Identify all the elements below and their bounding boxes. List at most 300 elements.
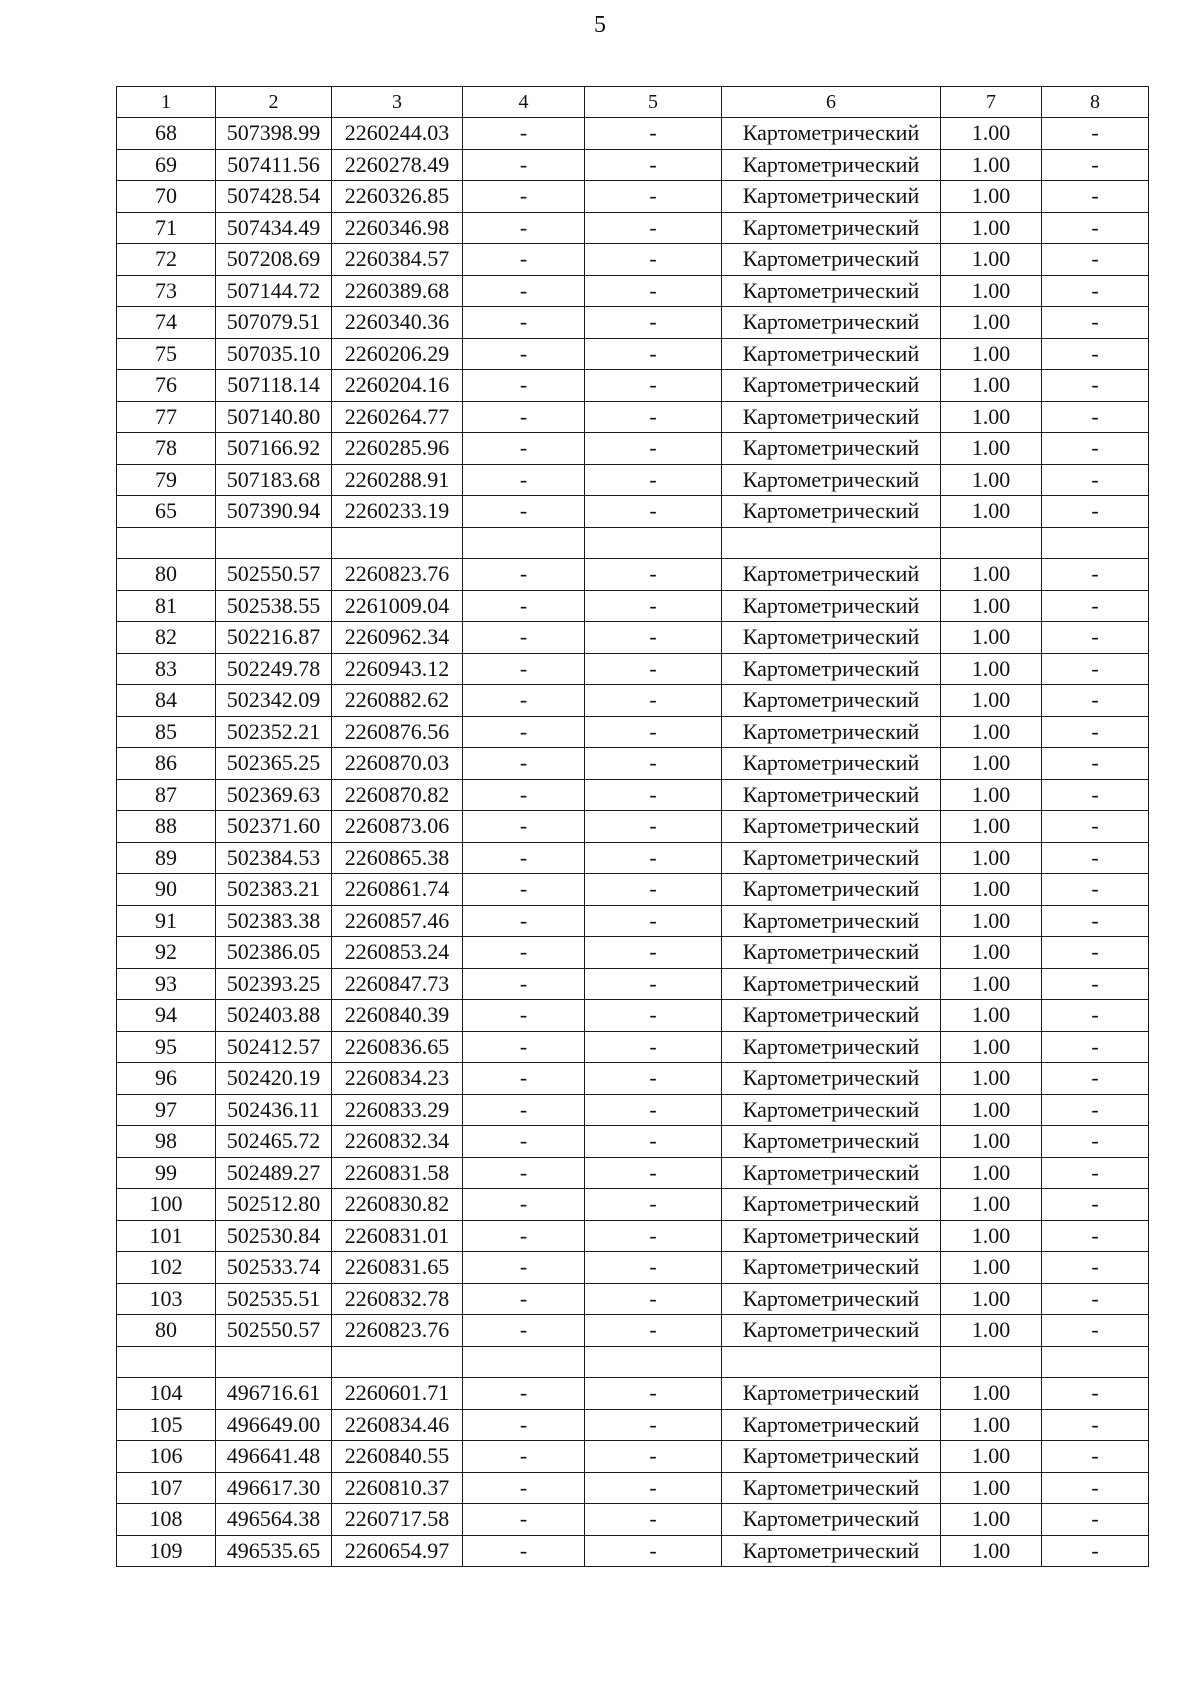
- x-coordinate-cell: 507166.92: [216, 433, 332, 465]
- y-coordinate-cell: 2260244.03: [332, 118, 463, 150]
- table-row: [117, 433, 1149, 465]
- y-coordinate-cell: 2260233.19: [332, 496, 463, 528]
- point-number-cell: 86: [117, 748, 216, 780]
- method-cell: Картометрический: [722, 1504, 941, 1536]
- column-5-cell: -: [585, 1504, 722, 1536]
- column-8-cell: -: [1042, 244, 1149, 276]
- accuracy-cell: 1.00: [941, 149, 1042, 181]
- table-row: [117, 968, 1149, 1000]
- method-cell: Картометрический: [722, 1283, 941, 1315]
- x-coordinate-cell: 507079.51: [216, 307, 332, 339]
- table-row: [117, 748, 1149, 780]
- table-row: [117, 842, 1149, 874]
- column-5-cell: -: [585, 905, 722, 937]
- point-number-cell: 98: [117, 1126, 216, 1158]
- point-number-cell: 65: [117, 496, 216, 528]
- accuracy-cell: 1.00: [941, 905, 1042, 937]
- method-cell: Картометрический: [722, 496, 941, 528]
- column-4-cell: -: [463, 118, 585, 150]
- point-number-cell: 82: [117, 622, 216, 654]
- x-coordinate-cell: 502412.57: [216, 1031, 332, 1063]
- point-number-cell: 77: [117, 401, 216, 433]
- point-number-cell: 94: [117, 1000, 216, 1032]
- column-5-cell: -: [585, 748, 722, 780]
- column-8-cell: -: [1042, 653, 1149, 685]
- column-5-cell: -: [585, 244, 722, 276]
- method-cell: Картометрический: [722, 1063, 941, 1095]
- y-coordinate-cell: [332, 1346, 463, 1378]
- column-4-cell: -: [463, 370, 585, 402]
- x-coordinate-cell: 502216.87: [216, 622, 332, 654]
- column-8-cell: -: [1042, 1535, 1149, 1567]
- y-coordinate-cell: 2260278.49: [332, 149, 463, 181]
- method-cell: Картометрический: [722, 874, 941, 906]
- column-4-cell: -: [463, 653, 585, 685]
- accuracy-cell: 1.00: [941, 118, 1042, 150]
- method-cell: Картометрический: [722, 118, 941, 150]
- y-coordinate-cell: 2260943.12: [332, 653, 463, 685]
- column-5-cell: -: [585, 275, 722, 307]
- column-4-cell: -: [463, 433, 585, 465]
- point-number-cell: 68: [117, 118, 216, 150]
- x-coordinate-cell: 502530.84: [216, 1220, 332, 1252]
- column-5-cell: -: [585, 1441, 722, 1473]
- x-coordinate-cell: 496716.61: [216, 1378, 332, 1410]
- column-4-cell: -: [463, 307, 585, 339]
- accuracy-cell: 1.00: [941, 748, 1042, 780]
- method-cell: Картометрический: [722, 1535, 941, 1567]
- y-coordinate-cell: 2260206.29: [332, 338, 463, 370]
- y-coordinate-cell: 2260962.34: [332, 622, 463, 654]
- method-cell: Картометрический: [722, 1094, 941, 1126]
- column-5-cell: -: [585, 937, 722, 969]
- x-coordinate-cell: 502383.38: [216, 905, 332, 937]
- method-cell: Картометрический: [722, 716, 941, 748]
- column-4-cell: -: [463, 1283, 585, 1315]
- column-4-cell: -: [463, 464, 585, 496]
- table-row: [117, 1409, 1149, 1441]
- table-row: [117, 1504, 1149, 1536]
- column-4-cell: -: [463, 1063, 585, 1095]
- method-cell: Картометрический: [722, 1472, 941, 1504]
- method-cell: Картометрический: [722, 338, 941, 370]
- x-coordinate-cell: 496641.48: [216, 1441, 332, 1473]
- column-8-cell: -: [1042, 1157, 1149, 1189]
- column-8-cell: -: [1042, 622, 1149, 654]
- y-coordinate-cell: 2260831.01: [332, 1220, 463, 1252]
- column-4-cell: -: [463, 811, 585, 843]
- column-5-cell: -: [585, 212, 722, 244]
- accuracy-cell: 1.00: [941, 968, 1042, 1000]
- column-8-cell: -: [1042, 212, 1149, 244]
- y-coordinate-cell: [332, 527, 463, 559]
- y-coordinate-cell: 2260204.16: [332, 370, 463, 402]
- x-coordinate-cell: 502535.51: [216, 1283, 332, 1315]
- y-coordinate-cell: 2260873.06: [332, 811, 463, 843]
- table-row: [117, 1472, 1149, 1504]
- column-5-cell: -: [585, 622, 722, 654]
- method-cell: Картометрический: [722, 1126, 941, 1158]
- point-number-cell: 79: [117, 464, 216, 496]
- method-cell: Картометрический: [722, 1378, 941, 1410]
- accuracy-cell: [941, 1346, 1042, 1378]
- column-8-cell: -: [1042, 496, 1149, 528]
- column-4-cell: -: [463, 779, 585, 811]
- point-number-cell: 83: [117, 653, 216, 685]
- column-5-cell: -: [585, 118, 722, 150]
- column-4-cell: -: [463, 181, 585, 213]
- column-8-cell: -: [1042, 842, 1149, 874]
- table-row: [117, 1157, 1149, 1189]
- column-header: 4: [463, 87, 585, 118]
- accuracy-cell: 1.00: [941, 1535, 1042, 1567]
- x-coordinate-cell: 502393.25: [216, 968, 332, 1000]
- y-coordinate-cell: 2260340.36: [332, 307, 463, 339]
- x-coordinate-cell: 507118.14: [216, 370, 332, 402]
- x-coordinate-cell: [216, 1346, 332, 1378]
- x-coordinate-cell: 496617.30: [216, 1472, 332, 1504]
- column-5-cell: -: [585, 716, 722, 748]
- column-5-cell: -: [585, 1157, 722, 1189]
- column-4-cell: -: [463, 874, 585, 906]
- table-row: [117, 653, 1149, 685]
- column-5-cell: -: [585, 1409, 722, 1441]
- point-number-cell: 105: [117, 1409, 216, 1441]
- table-row: [117, 496, 1149, 528]
- column-8-cell: -: [1042, 307, 1149, 339]
- x-coordinate-cell: 502365.25: [216, 748, 332, 780]
- table-row: [117, 811, 1149, 843]
- accuracy-cell: 1.00: [941, 307, 1042, 339]
- method-cell: Картометрический: [722, 149, 941, 181]
- point-number-cell: 89: [117, 842, 216, 874]
- column-5-cell: -: [585, 590, 722, 622]
- y-coordinate-cell: 2260840.39: [332, 1000, 463, 1032]
- column-8-cell: -: [1042, 338, 1149, 370]
- x-coordinate-cell: 502538.55: [216, 590, 332, 622]
- method-cell: Картометрический: [722, 1409, 941, 1441]
- column-4-cell: -: [463, 590, 585, 622]
- column-header: 6: [722, 87, 941, 118]
- column-8-cell: -: [1042, 149, 1149, 181]
- method-cell: Картометрический: [722, 559, 941, 591]
- table-row: [117, 275, 1149, 307]
- method-cell: Картометрический: [722, 1031, 941, 1063]
- column-4-cell: -: [463, 1189, 585, 1221]
- y-coordinate-cell: 2260882.62: [332, 685, 463, 717]
- point-number-cell: 102: [117, 1252, 216, 1284]
- y-coordinate-cell: 2260840.55: [332, 1441, 463, 1473]
- y-coordinate-cell: 2260870.82: [332, 779, 463, 811]
- point-number-cell: 106: [117, 1441, 216, 1473]
- column-8-cell: -: [1042, 1315, 1149, 1347]
- x-coordinate-cell: 507434.49: [216, 212, 332, 244]
- column-8-cell: -: [1042, 1063, 1149, 1095]
- accuracy-cell: 1.00: [941, 1378, 1042, 1410]
- accuracy-cell: 1.00: [941, 842, 1042, 874]
- table-row: [117, 1031, 1149, 1063]
- column-5-cell: -: [585, 1315, 722, 1347]
- column-8-cell: -: [1042, 748, 1149, 780]
- column-8-cell: -: [1042, 1283, 1149, 1315]
- point-number-cell: 108: [117, 1504, 216, 1536]
- column-5-cell: -: [585, 1535, 722, 1567]
- column-8-cell: -: [1042, 1409, 1149, 1441]
- method-cell: Картометрический: [722, 433, 941, 465]
- accuracy-cell: 1.00: [941, 716, 1042, 748]
- table-row: [117, 716, 1149, 748]
- table-row: [117, 181, 1149, 213]
- column-8-cell: -: [1042, 716, 1149, 748]
- x-coordinate-cell: 502249.78: [216, 653, 332, 685]
- column-5-cell: -: [585, 1283, 722, 1315]
- table-row: [117, 370, 1149, 402]
- point-number-cell: 92: [117, 937, 216, 969]
- table-row: [117, 1094, 1149, 1126]
- method-cell: Картометрический: [722, 1157, 941, 1189]
- accuracy-cell: 1.00: [941, 401, 1042, 433]
- table-row: [117, 1063, 1149, 1095]
- separator-row: [117, 1346, 1149, 1378]
- table-row: [117, 590, 1149, 622]
- x-coordinate-cell: 507144.72: [216, 275, 332, 307]
- accuracy-cell: 1.00: [941, 370, 1042, 402]
- column-5-cell: -: [585, 779, 722, 811]
- x-coordinate-cell: 507140.80: [216, 401, 332, 433]
- accuracy-cell: 1.00: [941, 874, 1042, 906]
- column-4-cell: -: [463, 1378, 585, 1410]
- point-number-cell: 85: [117, 716, 216, 748]
- column-header: 3: [332, 87, 463, 118]
- column-header: 8: [1042, 87, 1149, 118]
- y-coordinate-cell: 2261009.04: [332, 590, 463, 622]
- accuracy-cell: 1.00: [941, 590, 1042, 622]
- table-row: [117, 622, 1149, 654]
- column-4-cell: -: [463, 401, 585, 433]
- accuracy-cell: 1.00: [941, 1063, 1042, 1095]
- x-coordinate-cell: 507398.99: [216, 118, 332, 150]
- accuracy-cell: 1.00: [941, 181, 1042, 213]
- y-coordinate-cell: 2260288.91: [332, 464, 463, 496]
- column-4-cell: -: [463, 1535, 585, 1567]
- column-5-cell: -: [585, 464, 722, 496]
- accuracy-cell: 1.00: [941, 1472, 1042, 1504]
- column-5-cell: -: [585, 149, 722, 181]
- y-coordinate-cell: 2260264.77: [332, 401, 463, 433]
- x-coordinate-cell: 502489.27: [216, 1157, 332, 1189]
- column-8-cell: -: [1042, 1031, 1149, 1063]
- point-number-cell: 81: [117, 590, 216, 622]
- point-number-cell: 75: [117, 338, 216, 370]
- table-row: [117, 464, 1149, 496]
- column-5-cell: -: [585, 1252, 722, 1284]
- column-8-cell: [1042, 1346, 1149, 1378]
- x-coordinate-cell: 502420.19: [216, 1063, 332, 1095]
- x-coordinate-cell: 502386.05: [216, 937, 332, 969]
- point-number-cell: 91: [117, 905, 216, 937]
- column-5-cell: -: [585, 370, 722, 402]
- accuracy-cell: 1.00: [941, 1126, 1042, 1158]
- y-coordinate-cell: 2260285.96: [332, 433, 463, 465]
- x-coordinate-cell: 496649.00: [216, 1409, 332, 1441]
- column-5-cell: -: [585, 559, 722, 591]
- column-5-cell: -: [585, 1189, 722, 1221]
- point-number-cell: 109: [117, 1535, 216, 1567]
- column-4-cell: -: [463, 1094, 585, 1126]
- accuracy-cell: 1.00: [941, 1157, 1042, 1189]
- column-4-cell: -: [463, 1409, 585, 1441]
- accuracy-cell: 1.00: [941, 1283, 1042, 1315]
- table-row: [117, 244, 1149, 276]
- table-row: [117, 1189, 1149, 1221]
- y-coordinate-cell: 2260857.46: [332, 905, 463, 937]
- table-header-row: [117, 87, 1149, 118]
- accuracy-cell: 1.00: [941, 622, 1042, 654]
- method-cell: Картометрический: [722, 181, 941, 213]
- column-8-cell: -: [1042, 181, 1149, 213]
- point-number-cell: 88: [117, 811, 216, 843]
- column-5-cell: -: [585, 1220, 722, 1252]
- table-row: [117, 307, 1149, 339]
- x-coordinate-cell: 502342.09: [216, 685, 332, 717]
- y-coordinate-cell: 2260831.65: [332, 1252, 463, 1284]
- column-5-cell: -: [585, 181, 722, 213]
- column-4-cell: -: [463, 1472, 585, 1504]
- table-row: [117, 1535, 1149, 1567]
- method-cell: Картометрический: [722, 1000, 941, 1032]
- column-4-cell: -: [463, 968, 585, 1000]
- x-coordinate-cell: 496535.65: [216, 1535, 332, 1567]
- y-coordinate-cell: 2260810.37: [332, 1472, 463, 1504]
- column-header: 1: [117, 87, 216, 118]
- accuracy-cell: 1.00: [941, 1315, 1042, 1347]
- column-4-cell: -: [463, 1315, 585, 1347]
- y-coordinate-cell: 2260861.74: [332, 874, 463, 906]
- x-coordinate-cell: 502465.72: [216, 1126, 332, 1158]
- accuracy-cell: 1.00: [941, 653, 1042, 685]
- column-5-cell: -: [585, 338, 722, 370]
- method-cell: Картометрический: [722, 1189, 941, 1221]
- table-row: [117, 401, 1149, 433]
- column-8-cell: -: [1042, 464, 1149, 496]
- table-row: [117, 1315, 1149, 1347]
- y-coordinate-cell: 2260865.38: [332, 842, 463, 874]
- column-5-cell: -: [585, 685, 722, 717]
- column-5-cell: -: [585, 1031, 722, 1063]
- point-number-cell: 76: [117, 370, 216, 402]
- column-4-cell: -: [463, 1000, 585, 1032]
- accuracy-cell: 1.00: [941, 1441, 1042, 1473]
- y-coordinate-cell: 2260876.56: [332, 716, 463, 748]
- x-coordinate-cell: 502550.57: [216, 559, 332, 591]
- method-cell: Картометрический: [722, 212, 941, 244]
- column-4-cell: -: [463, 1504, 585, 1536]
- table-row: [117, 1000, 1149, 1032]
- x-coordinate-cell: 502550.57: [216, 1315, 332, 1347]
- point-number-cell: [117, 1346, 216, 1378]
- table-row: [117, 1252, 1149, 1284]
- column-8-cell: -: [1042, 811, 1149, 843]
- column-8-cell: -: [1042, 559, 1149, 591]
- accuracy-cell: 1.00: [941, 811, 1042, 843]
- column-4-cell: -: [463, 937, 585, 969]
- column-8-cell: -: [1042, 118, 1149, 150]
- y-coordinate-cell: 2260834.23: [332, 1063, 463, 1095]
- y-coordinate-cell: 2260717.58: [332, 1504, 463, 1536]
- column-5-cell: -: [585, 1378, 722, 1410]
- method-cell: Картометрический: [722, 1220, 941, 1252]
- accuracy-cell: 1.00: [941, 1000, 1042, 1032]
- column-8-cell: -: [1042, 1094, 1149, 1126]
- accuracy-cell: 1.00: [941, 1409, 1042, 1441]
- column-8-cell: -: [1042, 1504, 1149, 1536]
- method-cell: Картометрический: [722, 622, 941, 654]
- x-coordinate-cell: 502512.80: [216, 1189, 332, 1221]
- column-8-cell: -: [1042, 874, 1149, 906]
- point-number-cell: 87: [117, 779, 216, 811]
- y-coordinate-cell: 2260832.34: [332, 1126, 463, 1158]
- table-row: [117, 1283, 1149, 1315]
- method-cell: Картометрический: [722, 1252, 941, 1284]
- x-coordinate-cell: 507390.94: [216, 496, 332, 528]
- x-coordinate-cell: 507411.56: [216, 149, 332, 181]
- column-header: 5: [585, 87, 722, 118]
- point-number-cell: 84: [117, 685, 216, 717]
- column-4-cell: -: [463, 1126, 585, 1158]
- point-number-cell: 74: [117, 307, 216, 339]
- accuracy-cell: 1.00: [941, 464, 1042, 496]
- table-row: [117, 1126, 1149, 1158]
- point-number-cell: 100: [117, 1189, 216, 1221]
- x-coordinate-cell: 502371.60: [216, 811, 332, 843]
- column-4-cell: [463, 527, 585, 559]
- method-cell: Картометрический: [722, 464, 941, 496]
- column-4-cell: -: [463, 716, 585, 748]
- column-4-cell: -: [463, 748, 585, 780]
- x-coordinate-cell: 502383.21: [216, 874, 332, 906]
- y-coordinate-cell: 2260870.03: [332, 748, 463, 780]
- x-coordinate-cell: 507428.54: [216, 181, 332, 213]
- x-coordinate-cell: 502533.74: [216, 1252, 332, 1284]
- accuracy-cell: 1.00: [941, 937, 1042, 969]
- method-cell: Картометрический: [722, 307, 941, 339]
- accuracy-cell: [941, 527, 1042, 559]
- y-coordinate-cell: 2260326.85: [332, 181, 463, 213]
- method-cell: Картометрический: [722, 968, 941, 1000]
- point-number-cell: 69: [117, 149, 216, 181]
- column-5-cell: -: [585, 1126, 722, 1158]
- column-5-cell: -: [585, 653, 722, 685]
- table-row: [117, 874, 1149, 906]
- column-8-cell: -: [1042, 779, 1149, 811]
- method-cell: Картометрический: [722, 842, 941, 874]
- method-cell: Картометрический: [722, 1441, 941, 1473]
- column-4-cell: -: [463, 842, 585, 874]
- accuracy-cell: 1.00: [941, 1252, 1042, 1284]
- table-row: [117, 149, 1149, 181]
- x-coordinate-cell: 507035.10: [216, 338, 332, 370]
- y-coordinate-cell: 2260832.78: [332, 1283, 463, 1315]
- column-5-cell: -: [585, 968, 722, 1000]
- y-coordinate-cell: 2260654.97: [332, 1535, 463, 1567]
- method-cell: Картометрический: [722, 370, 941, 402]
- point-number-cell: 73: [117, 275, 216, 307]
- accuracy-cell: 1.00: [941, 1031, 1042, 1063]
- y-coordinate-cell: 2260389.68: [332, 275, 463, 307]
- table-row: [117, 338, 1149, 370]
- x-coordinate-cell: 496564.38: [216, 1504, 332, 1536]
- method-cell: Картометрический: [722, 1315, 941, 1347]
